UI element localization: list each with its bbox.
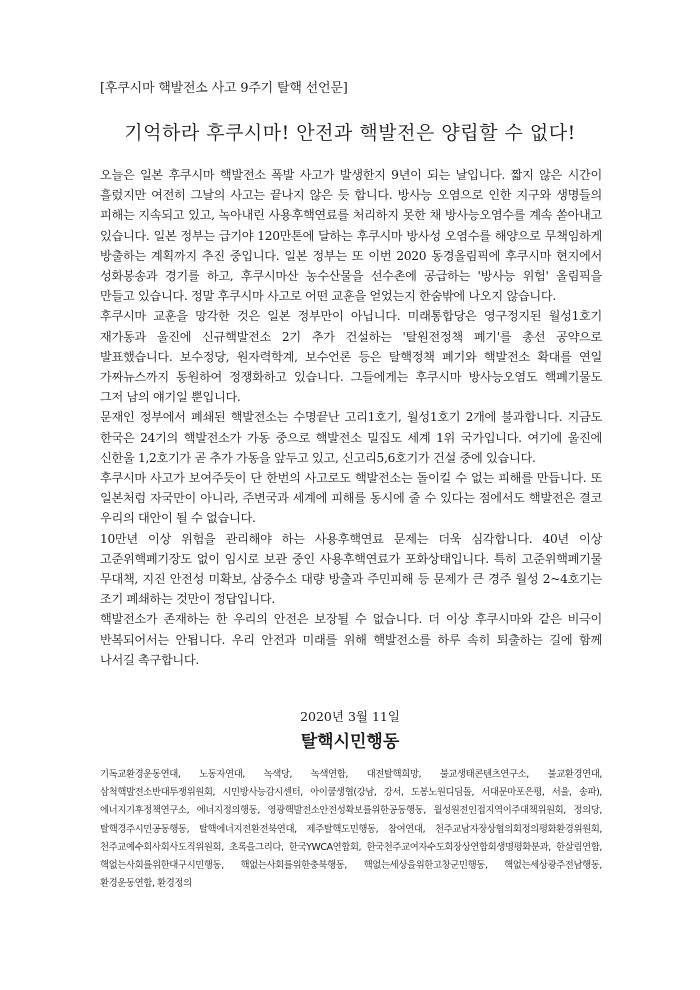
declaration-date: 2020년 3월 11일 <box>300 709 400 724</box>
page-title: 기억하라 후쿠시마! 안전과 핵발전은 양립할 수 없다! <box>124 122 576 144</box>
body-paragraph: 후쿠시마 사고가 보여주듯이 단 한번의 사고로도 핵발전소는 돌이킬 수 없는 피해를 만듭니다. 또 일본처럼 자국만이 아니라, 주변국과 세계에 피해를 동시에 줄 수 있다는 점에서도 핵발전은 결코 우리의 대안이 될 수 없습니다. <box>100 471 602 526</box>
declaration-body <box>100 165 602 670</box>
body-paragraph: 오늘은 일본 후쿠시마 핵발전소 폭발 사고가 발생한지 9년이 되는 날입니다. 짧지 않은 시간이 흘렀지만 여전히 그날의 사고는 끝나지 않은 듯 합니다. 방사능 오염으로 인한 지구와 생명들의 피해는 지속되고 있고, 녹아내린 사용후핵연료를 처리하지 못한 채 방사능오염수를 계속 쏟아내고 있습니다. 일본 정부는 급기야 120만톤에 달하는 후쿠시마 방사성 오염수를 해양으로 무책임하게 방출하는 계획까지 추진 중입니다. 일본 정부는 또 이번 2020 동경올림픽에 후쿠시마 현지에서 성화봉송과 경기를 하고, 후쿠시마산 농수산물을 선수촌에 공급하는 '방사능 위험' 올림픽을 만들고 있습니다. 정말 후쿠시마 사고로 어떤 교훈을 얻었는지 한숨밖에 나오지 않습니다. <box>100 168 602 304</box>
body-paragraph: 후쿠시마 교훈을 망각한 것은 일본 정부만이 아닙니다. 미래통합당은 영구정지된 월성1호기 재가동과 울진에 신규핵발전소 2기 추가 건설하는 '탈원전정책 폐기'를 총선 공약으로 발표했습니다. 보수정당, 원자력학계, 보수언론 등은 탈핵정책 폐기와 핵발전소 확대를 연일 가짜뉴스까지 동원하여 정쟁화하고 있습니다. 그들에게는 후쿠시마 방사능오염도 핵폐기물도 그저 남의 얘기일 뿐입니다. <box>100 309 602 405</box>
document-label: [후쿠시마 핵발전소 사고 9주기 탈핵 선언문] <box>100 81 348 96</box>
member-groups-list: 기독교환경운동연대, 노동자연대, 녹색당, 녹색연합, 대전탈핵희망, 불교생태콘텐츠연구소, 불교환경연대, 삼척핵발전소반대투쟁위원회, 시민방사능감시센터, 아이쿱생협(강남, 강서, 도봉노원디딤돌, 서대문마포은평, 서울, 송파), 에너지기후정책연구소, 에너지정의행동, 영광핵발전소안전성확보를위한공동행동, 월성원전인접지역이주대책위원회, 정의당, 탈핵경주시민공동행동, 탈핵에너지전환전북연대, 제주탈핵도민행동, 참여연대, 천주교남자장상협의회정의평화환경위원회, 천주교예수회사회사도직위원회, 초록을그리다, 한국YWCA연합회, 한국천주교여자수도회장상연합회생명평화분과, 한살림연합, 핵없는사회를위한대구시민행동, 핵없는사회를위한충북행동, 핵없는세상을위한고창군민행동, 핵없는세상광주전남행동, 환경운동연합, 환경정의 <box>100 769 602 890</box>
body-paragraph: 핵발전소가 존재하는 한 우리의 안전은 보장될 수 없습니다. 더 이상 후쿠시마와 같은 비극이 반복되어서는 안됩니다. 우리 안전과 미래를 위해 핵발전소를 하루 속히 퇴출하는 길에 함께 나서길 촉구합니다. <box>100 612 602 667</box>
body-paragraph: 10만년 이상 위험을 관리해야 하는 사용후핵연료 문제는 더욱 심각합니다. 40년 이상 고준위핵폐기장도 없이 임시로 보관 중인 사용후핵연료가 포화상태입니다. 특히 고준위핵폐기물 무대책, 지진 안전성 미확보, 삼중수소 대량 방출과 주민피해 등 문제가 큰 경주 월성 2~4호기는 조기 폐쇄하는 것만이 정답입니다. <box>100 531 602 607</box>
organization-name: 탈핵시민행동 <box>300 732 400 752</box>
body-paragraph: 문재인 정부에서 폐쇄된 핵발전소는 수명끝난 고리1호기, 월성1호기 2개에 불과합니다. 지금도 한국은 24기의 핵발전소가 가동 중으로 핵발전소 밀집도 세계 1위 국가입니다. 여기에 울진에 신한울 1,2호기가 곧 추가 가동을 앞두고 있고, 신고리5,6호기가 건설 중에 있습니다. <box>100 410 602 465</box>
